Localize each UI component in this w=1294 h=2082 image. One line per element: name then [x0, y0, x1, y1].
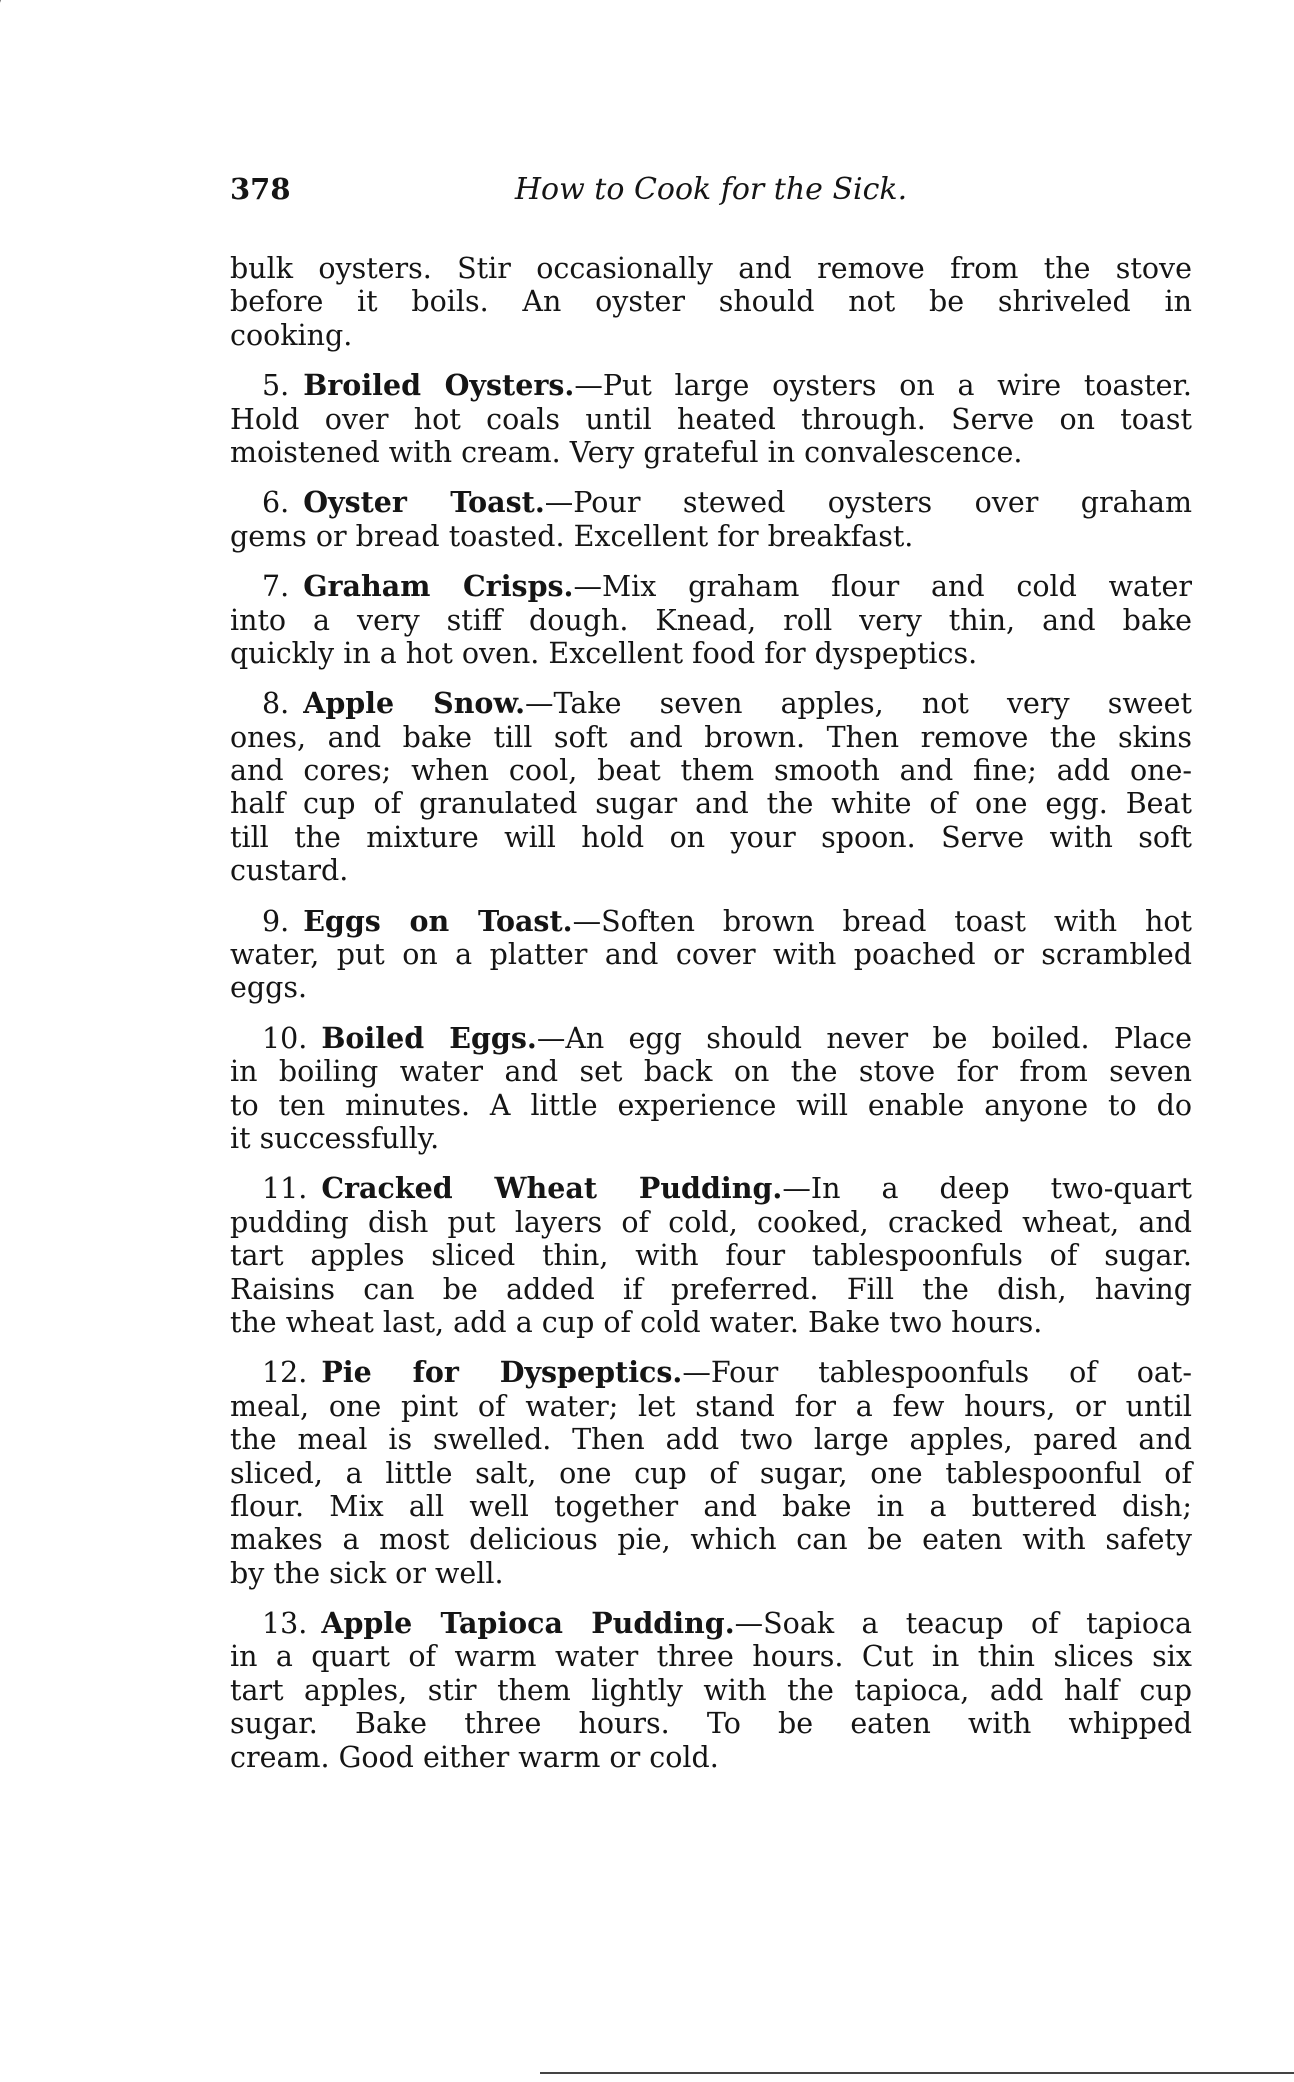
recipe-number: 5.: [262, 369, 290, 403]
line-text: quickly in a hot oven. Excellent food for dyspeptics.: [230, 636, 978, 670]
line-text: tart apples sliced thin, with four tablespoonfuls of sugar.: [230, 1239, 1192, 1273]
line-text: eggs.: [230, 971, 308, 1005]
line-text: sugar. Bake three hours. To be eaten with whipped: [230, 1707, 1192, 1741]
line-text: pudding dish put layers of cold, cooked, cracked wheat, and: [230, 1205, 1192, 1239]
text-line: [230, 570, 1192, 603]
text-line: [230, 971, 1192, 1004]
line-text: in boiling water and set back on the stove for from seven: [230, 1055, 1192, 1089]
line-text: flour. Mix all well together and bake in a buttered dish;: [230, 1489, 1192, 1523]
line-text: custard.: [230, 854, 349, 888]
text-line: [230, 721, 1192, 754]
recipe-title: Pie for Dyspeptics.: [321, 1355, 683, 1390]
text-line: [230, 1172, 1192, 1205]
text-line: [230, 1390, 1192, 1423]
text-line: [230, 754, 1192, 787]
page-number: 378: [230, 172, 291, 206]
line-text: —Take seven apples, not very sweet: [525, 687, 1192, 721]
text-line: [230, 1306, 1192, 1339]
line-text: cooking.: [230, 318, 353, 352]
line-text: till the mixture will hold on your spoon. Serve with soft: [230, 820, 1192, 854]
line-text: —Four tablespoonfuls of oat-: [682, 1356, 1193, 1390]
text-line: [230, 604, 1192, 637]
recipe-paragraph: [230, 1172, 1192, 1339]
recipe-paragraph: [230, 486, 1192, 553]
line-text: ones, and bake till soft and brown. Then remove the skins: [230, 720, 1192, 754]
line-text: moistened with cream. Very grateful in convalescence.: [230, 435, 1023, 469]
recipe-paragraph: [230, 1022, 1192, 1156]
page-corner-mark: [0, 0, 11, 30]
recipe-number: 10.: [262, 1021, 308, 1055]
recipe-paragraph: [230, 1607, 1192, 1774]
text-line: [230, 1607, 1192, 1640]
recipe-number: 12.: [262, 1356, 308, 1390]
recipe-number: 11.: [262, 1172, 308, 1206]
line-text: Raisins can be added if preferred. Fill the dish, having: [230, 1272, 1192, 1306]
recipe-number: 7.: [262, 570, 290, 604]
continued-paragraph: [230, 252, 1192, 352]
line-text: in a quart of warm water three hours. Cut in thin slices six: [230, 1640, 1192, 1674]
page-header: [230, 172, 1192, 212]
text-line: [230, 1457, 1192, 1490]
text-line: [230, 938, 1192, 971]
text-line: [230, 1674, 1192, 1707]
text-line: [230, 854, 1192, 887]
recipe-title: Broiled Oysters.: [303, 368, 575, 403]
recipe-paragraph: [230, 570, 1192, 670]
recipe-title: Apple Snow.: [303, 686, 526, 721]
line-text: sliced, a little salt, one cup of sugar, one tablespoonful of: [230, 1456, 1192, 1490]
line-text: before it boils. An oyster should not be shriveled in: [230, 285, 1192, 319]
running-title: How to Cook for the Sick.: [514, 172, 908, 207]
recipe-title: Eggs on Toast.: [303, 903, 573, 938]
line-text: the meal is swelled. Then add two large apples, pared and: [230, 1423, 1192, 1457]
line-text: bulk oysters. Stir occasionally and remove from the stove: [230, 252, 1192, 285]
text-line: [230, 787, 1192, 820]
line-text: cream. Good either warm or cold.: [230, 1740, 719, 1774]
line-text: tart apples, stir them lightly with the tapioca, add half cup: [230, 1673, 1192, 1707]
text-line: [230, 252, 1192, 285]
line-text: —Soak a teacup of tapioca: [734, 1607, 1192, 1641]
line-text: —Pour stewed oysters over graham: [544, 486, 1192, 520]
text-line: [230, 520, 1192, 553]
text-line: [230, 687, 1192, 720]
text-line: [230, 1523, 1192, 1556]
text-line: [230, 1206, 1192, 1239]
recipe-title: Oyster Toast.: [303, 485, 545, 520]
text-line: [230, 1273, 1192, 1306]
text-line: [230, 285, 1192, 318]
text-line: [230, 1640, 1192, 1673]
line-text: Hold over hot coals until heated through. Serve on toast: [230, 402, 1192, 436]
recipe-number: 8.: [262, 687, 290, 721]
recipe-paragraph: [230, 369, 1192, 469]
recipe-title: Boiled Eggs.: [321, 1020, 537, 1055]
text-line: [230, 1089, 1192, 1122]
recipe-number: 13.: [262, 1607, 308, 1641]
line-text: —In a deep two-quart: [782, 1172, 1192, 1206]
line-text: —Put large oysters on a wire toaster.: [574, 369, 1192, 403]
text-line: [230, 369, 1192, 402]
line-text: into a very stiff dough. Knead, roll very thin, and bake: [230, 603, 1192, 637]
line-text: meal, one pint of water; let stand for a few hours, or until: [230, 1389, 1192, 1423]
text-line: [230, 436, 1192, 469]
text-line: [230, 1423, 1192, 1456]
text-line: [230, 1356, 1192, 1389]
recipe-number: 6.: [262, 486, 290, 520]
line-text: half cup of granulated sugar and the white of one egg. Beat: [230, 787, 1192, 821]
text-line: [230, 1707, 1192, 1740]
line-text: gems or bread toasted. Excellent for breakfast.: [230, 519, 914, 553]
line-text: to ten minutes. A little experience will enable anyone to do: [230, 1088, 1192, 1122]
line-text: —An egg should never be boiled. Place: [536, 1021, 1193, 1055]
text-line: [230, 1122, 1192, 1155]
bottom-edge-rule: [540, 2072, 1294, 2074]
text-line: [230, 1239, 1192, 1272]
text-line: [230, 1490, 1192, 1523]
line-text: and cores; when cool, beat them smooth and fine; add one-: [230, 754, 1192, 788]
text-line: [230, 821, 1192, 854]
text-line: [230, 905, 1192, 938]
recipe-paragraph: [230, 905, 1192, 1005]
page-body: [230, 252, 1192, 1791]
line-text: —Mix graham flour and cold water: [573, 570, 1192, 604]
line-text: by the sick or well.: [230, 1556, 504, 1590]
text-line: [230, 1022, 1192, 1055]
line-text: —Soften brown bread toast with hot: [572, 904, 1192, 938]
line-text: makes a most delicious pie, which can be eaten with safety: [230, 1523, 1192, 1557]
text-line: [230, 637, 1192, 670]
text-line: [230, 486, 1192, 519]
line-text: it successfully.: [230, 1121, 440, 1155]
text-line: [230, 1741, 1192, 1774]
text-line: [230, 1557, 1192, 1590]
recipe-number: 9.: [262, 904, 290, 938]
line-text: water, put on a platter and cover with poached or scrambled: [230, 938, 1192, 972]
recipe-title: Graham Crisps.: [303, 569, 574, 604]
recipe-paragraph: [230, 1356, 1192, 1590]
recipe-title: Cracked Wheat Pudding.: [321, 1171, 783, 1206]
line-text: the wheat last, add a cup of cold water. Bake two hours.: [230, 1305, 1043, 1339]
recipe-title: Apple Tapioca Pudding.: [321, 1606, 735, 1641]
recipe-paragraph: [230, 687, 1192, 887]
text-line: [230, 319, 1192, 352]
text-line: [230, 1055, 1192, 1088]
text-line: [230, 403, 1192, 436]
